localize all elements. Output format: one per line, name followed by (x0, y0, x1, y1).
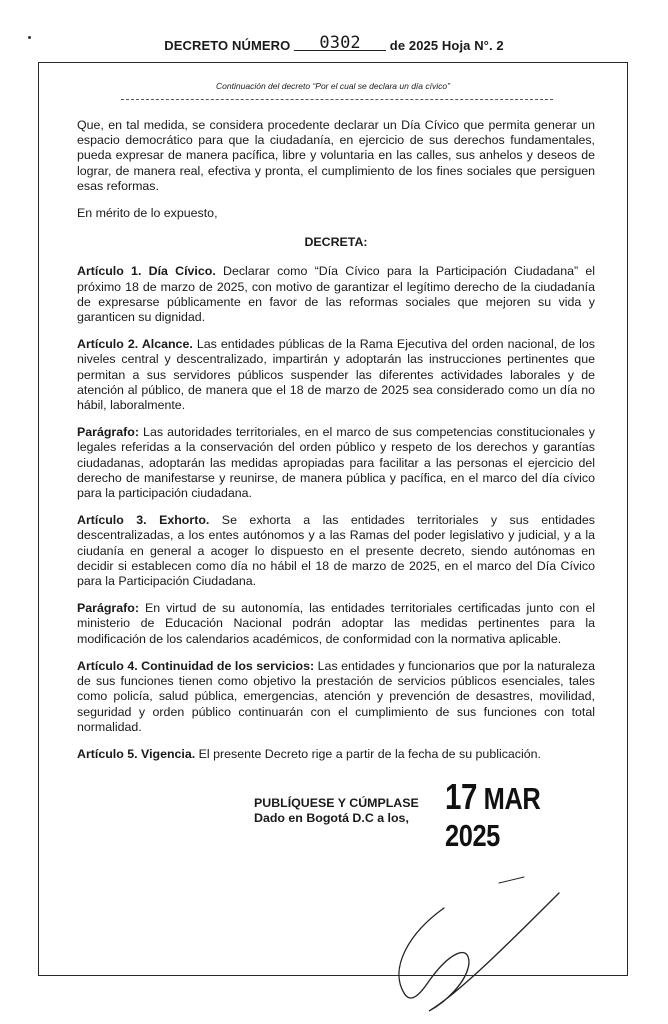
article-2-text: Las entidades públicas de la Rama Ejecutiva del orden nacional, de los niveles central y descentralizado, impartirán y adoptarán las instrucciones pertinentes que permitan a sus servidores públicos suspender las diferentes actividades laborales y de atención al público, de manera que el 18 de marzo de 2025 sea considerado como un día no hábil, laboralmente. (77, 337, 595, 413)
paragrafo-1-title: Parágrafo: (77, 425, 139, 440)
header-prefix: DECRETO NÚMERO (164, 38, 291, 53)
article-5-text: El presente Decreto rige a partir de la fecha de su publicación. (195, 746, 541, 761)
article-1-text: Declarar como “Día Cívico para la Participación Ciudadana” el próximo 18 de marzo de 2025, con motivo de garantizar el legítimo derecho de la ciudadanía de expresarse públicamente en favor de las reformas sociales que mejoren su vida y garanticen su dignidad. (77, 264, 595, 325)
dashed-divider (121, 99, 553, 100)
header-suffix: de 2025 Hoja N°. 2 (389, 38, 504, 53)
article-2 (77, 337, 595, 413)
stamp-month-year: MAR 2025 (445, 781, 541, 853)
paragrafo-2 (77, 601, 595, 647)
publiquese-line: PUBLÍQUESE Y CÚMPLASE (254, 796, 419, 810)
paragrafo-1-text: Las autoridades territoriales, en el marco de sus competencias constitucionales y legales referidas a la conservación del orden público y respeto de los derechos y garantías ciudadanas, adoptarán las medidas apropiadas para facilitar a las personas el ejercicio del derecho de manifestarse y reunirse, de manera pública y pacífica, en el marco del día cívico para la participación ciudadana. (77, 425, 595, 501)
article-4-text: Las entidades y funcionarios que por la naturaleza de sus funciones tienen como objetivo la prestación de servicios públicos esenciales, tales como policía, salud pública, emergencias, atención y prevención de desastres, movilidad, seguridad y orden público continuarán con el cumplimiento de sus funciones con total normalidad. (77, 658, 595, 734)
date-stamp (445, 776, 594, 854)
paragrafo-2-title: Parágrafo: (77, 601, 139, 616)
article-4 (77, 659, 595, 735)
article-3-text: Se exhorta a las entidades territoriales y sus entidades descentralizadas, a los entes autónomos y a las Ramas del poder legislativo y judicial, y a la ciudanía en general a acoger lo dispuesto en el presente decreto, siendo autónomas en decidir si establecen como día no hábil el 18 de marzo de 2025, en el marco del Día Cívico para la Participación Ciudadana. (77, 513, 596, 589)
decreta-heading: DECRETA: (304, 235, 368, 250)
merito-paragraph: En mérito de lo expuesto, (77, 206, 218, 221)
article-5-title: Artículo 5. Vigencia. (77, 746, 196, 761)
dado-line: Dado en Bogotá D.C a los, (254, 811, 409, 825)
article-2-title: Artículo 2. Alcance. (77, 337, 193, 352)
page-frame (38, 62, 628, 976)
decree-body (77, 118, 595, 774)
paragrafo-2-text: En virtud de su autonomía, las entidades territoriales certificadas junto con el ministerio de Educación Nacional podrán adoptar las medidas pertinentes para la modificación de los calendarios académicos, de conformidad con la normativa aplicable. (77, 601, 595, 646)
paragrafo-1 (77, 425, 595, 501)
article-4-title: Artículo 4. Continuidad de los servicios: (77, 658, 315, 673)
decree-header (0, 33, 668, 53)
handwritten-signature (349, 873, 579, 1023)
signature-block (254, 796, 419, 826)
article-5 (77, 747, 595, 762)
continuation-line: Continuación del decreto “Por el cual se declara un día cívico” (216, 81, 450, 91)
article-3-title: Artículo 3. Exhorto. (77, 513, 210, 528)
decree-number: 0302 (294, 36, 386, 51)
stamp-day: 17 (445, 776, 478, 817)
article-3 (77, 513, 595, 589)
article-1 (77, 264, 595, 325)
article-1-title: Artículo 1. Día Cívico. (77, 264, 216, 279)
intro-paragraph: Que, en tal medida, se considera procedente declarar un Día Cívico que permita generar un espacio democrático para que la ciudadanía, en ejercicio de sus derechos fundamentales, pueda expresar de manera pacífica, libre y voluntaria en las calles, sus anhelos y deseos de lograr, de manera real, efectiva y pronta, el cumplimiento de los fines sociales que persiguen esas reformas. (77, 118, 595, 193)
